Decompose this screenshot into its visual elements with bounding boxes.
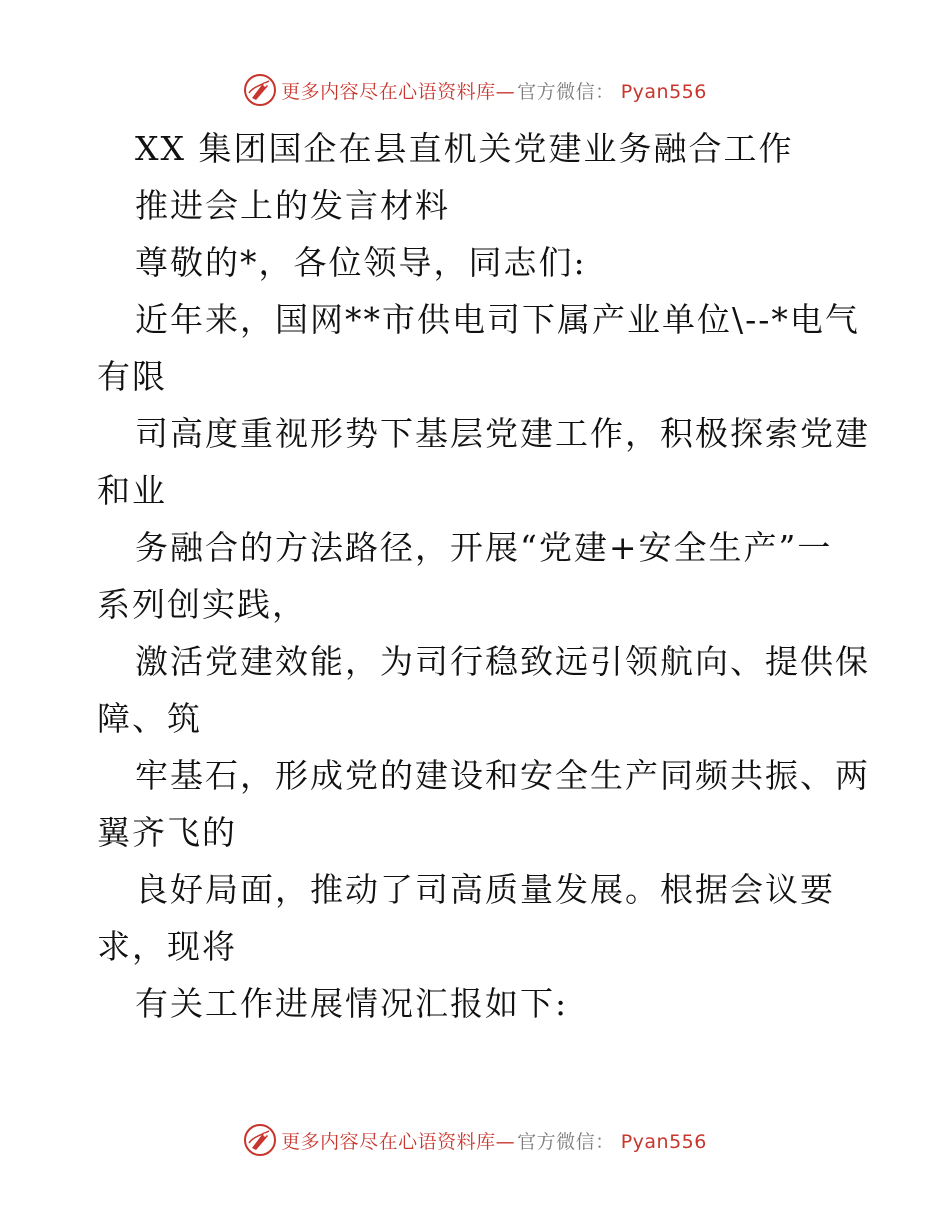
footer-banner-official: 官方微信： xyxy=(517,1130,615,1153)
header-banner-wechat-id: Pyan556 xyxy=(620,80,707,103)
footer-banner-dash: — xyxy=(495,1130,516,1153)
document-line: 牢基石，形成党的建设和安全生产同频共振、两 xyxy=(135,756,870,795)
document-line: 尊敬的*，各位领导，同志们: xyxy=(135,243,587,282)
document-line: 求，现将 xyxy=(97,927,237,966)
document-line: 翼齐飞的 xyxy=(97,813,237,852)
document-line: 系列创实践， xyxy=(97,585,307,624)
header-banner-text xyxy=(281,77,707,104)
document-line: 和业 xyxy=(97,471,167,510)
document-line: 有限 xyxy=(97,357,167,396)
document-body xyxy=(97,120,870,1032)
footer-banner-text xyxy=(281,1127,707,1154)
document-line: XX 集团国企在县直机关党建业务融合工作 xyxy=(135,129,794,168)
document-line: 司高度重视形势下基层党建工作，积极探索党建 xyxy=(135,414,870,453)
document-line: 良好局面，推动了司高质量发展。根据会议要 xyxy=(135,870,835,909)
header-banner-title: 更多内容尽在心语资料库 xyxy=(281,80,496,103)
pen-nib-logo-icon xyxy=(243,73,277,107)
header-banner-dash: — xyxy=(495,80,516,103)
document-line: 障、筑 xyxy=(97,699,202,738)
header-banner xyxy=(0,70,950,110)
footer-banner-title: 更多内容尽在心语资料库 xyxy=(281,1130,496,1153)
document-line: 有关工作进展情况汇报如下: xyxy=(135,984,569,1023)
document-line: 激活党建效能，为司行稳致远引领航向、提供保 xyxy=(135,642,870,681)
document-line: 推进会上的发言材料 xyxy=(135,186,450,225)
document-line: 务融合的方法路径，开展“党建+安全生产”一 xyxy=(135,528,833,567)
pen-nib-logo-icon xyxy=(243,1123,277,1157)
header-banner-official: 官方微信： xyxy=(517,80,615,103)
footer-banner-wechat-id: Pyan556 xyxy=(620,1130,707,1153)
footer-banner xyxy=(0,1120,950,1160)
document-line: 近年来，国网**市供电司下属产业单位\--*电气 xyxy=(135,300,860,339)
